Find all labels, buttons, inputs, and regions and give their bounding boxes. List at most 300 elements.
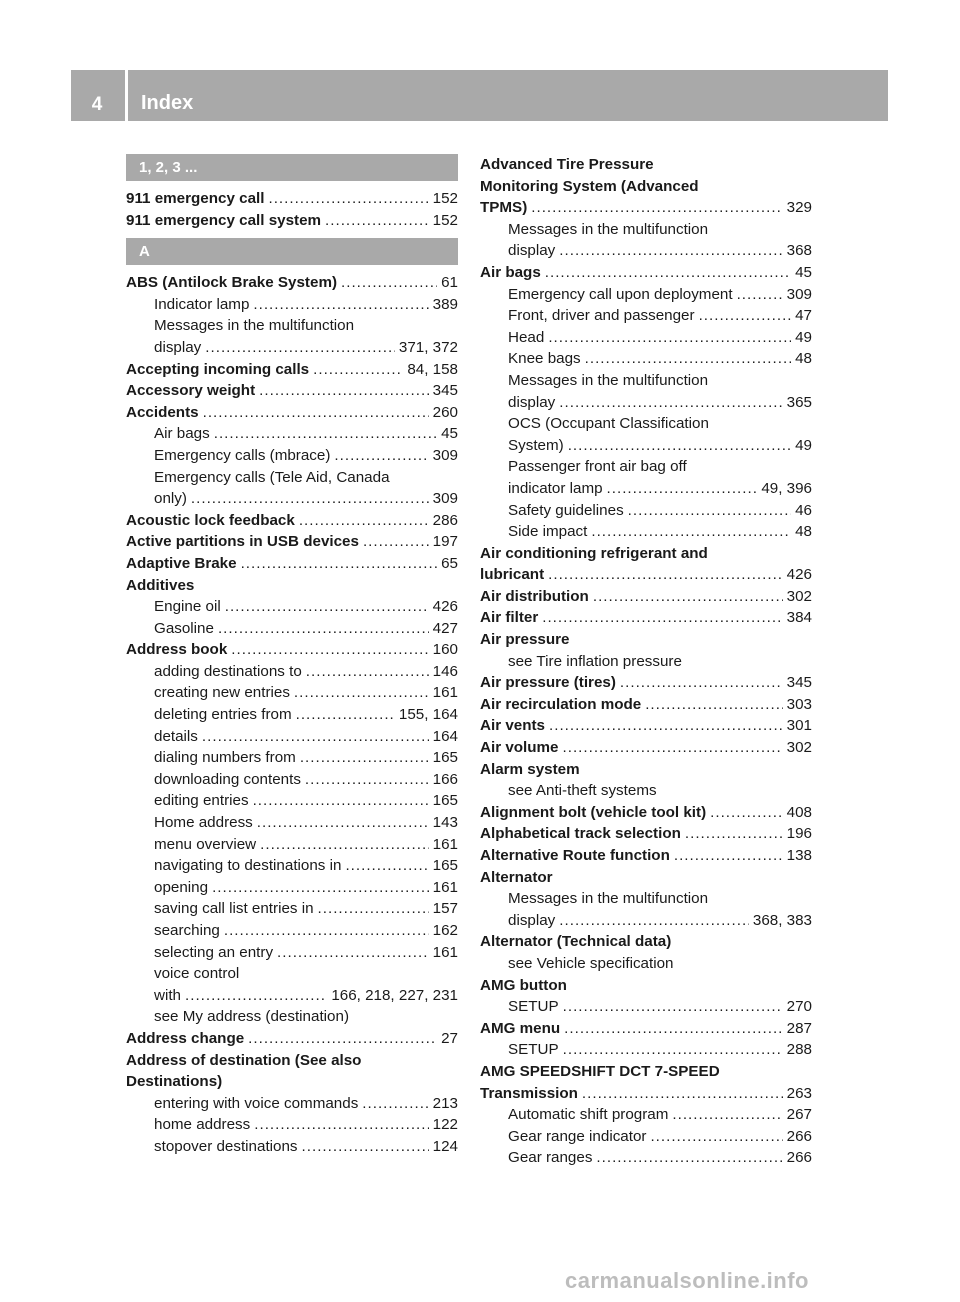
subentry-term: Automatic shift program [508, 1106, 669, 1124]
page-reference[interactable]: 408 [786, 803, 812, 821]
index-line [126, 877, 458, 899]
index-entry [480, 802, 812, 824]
entry-term: Alternator (Technical data) [480, 933, 672, 951]
dot-leader [345, 855, 428, 877]
page-reference[interactable]: 260 [432, 403, 458, 421]
index-line [480, 1039, 812, 1061]
entry-term: Destinations) [126, 1073, 223, 1091]
dot-leader [563, 737, 783, 759]
dot-leader [202, 726, 429, 748]
page-reference[interactable]: 146 [432, 662, 458, 680]
page-reference[interactable]: 267 [786, 1106, 812, 1124]
index-subentry [126, 1093, 458, 1115]
index-line [126, 210, 458, 232]
index-line [126, 942, 458, 964]
page-reference[interactable]: 266 [786, 1149, 812, 1167]
index-entry [126, 1050, 458, 1093]
index-line [480, 1104, 812, 1126]
index-line [126, 920, 458, 942]
index-column-left [126, 154, 458, 1158]
index-line [126, 553, 458, 575]
subentry-term: with [154, 986, 182, 1004]
index-line [480, 327, 812, 349]
index-subentry [480, 456, 812, 499]
subentry-term: System) [508, 436, 564, 454]
index-line [480, 823, 812, 845]
dot-leader [628, 500, 791, 522]
dot-leader [674, 845, 783, 867]
dot-leader [559, 392, 782, 414]
index-line [480, 651, 812, 673]
index-line [126, 531, 458, 553]
subentry-term: display [508, 242, 556, 260]
index-line [480, 1061, 812, 1083]
dot-leader [545, 262, 791, 284]
index-line [126, 467, 458, 489]
page-reference[interactable]: 46 [795, 501, 812, 519]
page-reference[interactable]: 287 [786, 1019, 812, 1037]
index-subentry [480, 651, 812, 673]
dot-leader [591, 521, 791, 543]
dot-leader [650, 1126, 782, 1148]
index-subentry [480, 327, 812, 349]
entry-term: Address book [126, 641, 228, 659]
page-reference[interactable]: 49 [795, 436, 812, 454]
index-subentry [480, 219, 812, 262]
entry-term: lubricant [480, 566, 545, 584]
subentry-term: Safety guidelines [508, 501, 624, 519]
index-subentry [126, 812, 458, 834]
page-reference[interactable]: 45 [795, 263, 812, 281]
dot-leader [568, 435, 791, 457]
dot-leader [212, 877, 429, 899]
entry-term: Alignment bolt (vehicle tool kit) [480, 803, 707, 821]
page-reference[interactable]: 164 [432, 727, 458, 745]
subentry-term: Gear range indicator [508, 1127, 647, 1145]
dot-leader [341, 272, 437, 294]
subentry-term: see Anti-theft systems [508, 782, 657, 800]
entry-term: TPMS) [480, 199, 528, 217]
page-reference[interactable]: 48 [795, 350, 812, 368]
index-entry [126, 272, 458, 294]
page-reference[interactable]: 302 [786, 739, 812, 757]
subentry-term: selecting an entry [154, 943, 274, 961]
page-reference[interactable]: 47 [795, 307, 812, 325]
index-subentry [480, 284, 812, 306]
entry-term: Active partitions in USB devices [126, 533, 359, 551]
page-reference[interactable]: 160 [432, 641, 458, 659]
entry-term: Air volume [480, 739, 559, 757]
index-subentry [126, 596, 458, 618]
subentry-term: Passenger front air bag off [508, 458, 687, 476]
index-line [480, 348, 812, 370]
dot-leader [191, 488, 429, 510]
index-subentry [480, 500, 812, 522]
page-reference[interactable]: 270 [786, 998, 812, 1016]
index-subentry [480, 521, 812, 543]
index-subentry [126, 790, 458, 812]
index-subentry [126, 618, 458, 640]
dot-leader [185, 985, 327, 1007]
dot-leader [241, 553, 438, 575]
index-line [480, 996, 812, 1018]
index-subentry [126, 898, 458, 920]
dot-leader [325, 210, 429, 232]
index-entry [126, 188, 458, 210]
subentry-term: Emergency calls (Tele Aid, Canada [154, 468, 390, 486]
page-reference[interactable]: 166, 218, 227, 231 [331, 986, 458, 1004]
index-line [480, 759, 812, 781]
index-entry [480, 931, 812, 953]
index-line [126, 855, 458, 877]
page-reference[interactable]: 384 [786, 609, 812, 627]
index-entry [480, 629, 812, 651]
index-line [480, 1083, 812, 1105]
page-reference[interactable]: 371, 372 [398, 338, 458, 356]
index-line [480, 672, 812, 694]
index-entry [126, 402, 458, 424]
index-line [126, 272, 458, 294]
dot-leader [203, 402, 429, 424]
index-line [480, 953, 812, 975]
subentry-term: stopover destinations [154, 1137, 298, 1155]
index-line [126, 726, 458, 748]
entry-term: Air bags [480, 263, 541, 281]
dot-leader [559, 910, 749, 932]
index-line [126, 337, 458, 359]
index-line [126, 315, 458, 337]
index-subentry [126, 920, 458, 942]
index-entry [126, 359, 458, 381]
dot-leader [564, 1018, 782, 1040]
index-line [480, 888, 812, 910]
page-reference[interactable]: 48 [795, 523, 812, 541]
index-entry [126, 210, 458, 232]
page-reference[interactable]: 49 [795, 328, 812, 346]
index-subentry [126, 855, 458, 877]
entry-term: Address change [126, 1029, 245, 1047]
index-line [480, 370, 812, 392]
page-reference[interactable]: 365 [786, 393, 812, 411]
index-entry [480, 975, 812, 997]
entry-term: Accepting incoming calls [126, 360, 310, 378]
page-reference[interactable]: 368 [786, 242, 812, 260]
page-reference[interactable]: 426 [786, 566, 812, 584]
index-line [480, 197, 812, 219]
index-entry [480, 586, 812, 608]
index-entry [480, 737, 812, 759]
entry-term: Air filter [480, 609, 539, 627]
index-subentry [126, 294, 458, 316]
index-subentry [126, 769, 458, 791]
index-line [480, 629, 812, 651]
index-line [126, 747, 458, 769]
index-subentry [126, 445, 458, 467]
index-line [480, 478, 812, 500]
page-reference[interactable]: 61 [441, 274, 458, 292]
entry-term: Address of destination (See also [126, 1051, 362, 1069]
subentry-term: Messages in the multifunction [508, 220, 709, 238]
index-line [480, 586, 812, 608]
page-reference[interactable]: 303 [786, 695, 812, 713]
page-reference[interactable]: 155, 164 [398, 706, 458, 724]
index-entry [480, 1018, 812, 1040]
entry-term: Alternative Route function [480, 847, 670, 864]
index-line [126, 510, 458, 532]
page-reference[interactable]: 165 [432, 749, 458, 767]
page-reference[interactable]: 162 [432, 922, 458, 939]
subentry-term: Side impact [508, 523, 588, 541]
page-reference[interactable]: 161 [432, 835, 458, 853]
page-reference[interactable]: 161 [432, 878, 458, 896]
dot-leader [563, 996, 783, 1018]
entry-term: Alternator [480, 868, 553, 886]
index-line [126, 488, 458, 510]
page-reference[interactable]: 301 [786, 717, 812, 735]
subentry-term: Messages in the multifunction [508, 890, 709, 908]
subentry-term: menu overview [154, 835, 257, 853]
subentry-term: entering with voice commands [154, 1094, 359, 1112]
dot-leader [548, 564, 783, 586]
index-subentry [126, 467, 458, 510]
page-reference[interactable]: 309 [432, 490, 458, 508]
dot-leader [253, 294, 428, 316]
subentry-term: Messages in the multifunction [154, 317, 355, 335]
subentry-term: adding destinations to [154, 662, 302, 680]
dot-leader [254, 1114, 428, 1136]
page-reference[interactable]: 161 [432, 943, 458, 961]
page-reference[interactable]: 122 [432, 1116, 458, 1134]
subentry-term: OCS (Occupant Classification [508, 415, 709, 433]
index-entry [126, 1028, 458, 1050]
index-subentry [126, 661, 458, 683]
entry-term: Monitoring System (Advanced [480, 177, 699, 195]
page-reference[interactable]: 157 [432, 900, 458, 918]
index-subentry [126, 682, 458, 704]
index-subentry [480, 1039, 812, 1061]
index-subentry [480, 1104, 812, 1126]
page-reference[interactable]: 45 [441, 425, 458, 443]
entry-term: Air conditioning refrigerant and [480, 544, 708, 562]
dot-leader [362, 1093, 428, 1115]
subentry-term: see Vehicle specification [508, 954, 674, 972]
entry-term: Air distribution [480, 587, 589, 605]
page-reference[interactable]: 196 [786, 825, 812, 843]
dot-leader [593, 586, 783, 608]
page-reference[interactable]: 152 [432, 211, 458, 229]
entry-term: AMG menu [480, 1019, 561, 1037]
index-line [480, 219, 812, 241]
index-subentry [126, 877, 458, 899]
dot-leader [596, 1147, 782, 1169]
index-subentry [126, 963, 458, 1028]
section-gap [126, 231, 458, 238]
dot-leader [225, 596, 429, 618]
page-reference[interactable]: 302 [786, 587, 812, 605]
index-entry [480, 154, 812, 219]
dot-leader [224, 920, 429, 942]
index-line [126, 1028, 458, 1050]
index-subentry [480, 953, 812, 975]
index-line [480, 543, 812, 565]
dot-leader [548, 327, 791, 349]
index-line [480, 284, 812, 306]
dot-leader [300, 747, 429, 769]
entry-term: Air vents [480, 717, 545, 735]
entry-term: Advanced Tire Pressure [480, 156, 654, 173]
dot-leader [585, 348, 791, 370]
page-reference[interactable]: 143 [432, 814, 458, 832]
index-subentry [126, 1136, 458, 1158]
index-line [126, 423, 458, 445]
index-line [126, 618, 458, 640]
dot-leader [257, 812, 429, 834]
subentry-term: display [154, 338, 202, 356]
page-reference[interactable]: 124 [432, 1137, 458, 1155]
subentry-term: downloading contents [154, 770, 301, 788]
index-subentry [480, 370, 812, 413]
subentry-term: Emergency call upon deployment [508, 285, 733, 303]
index-column-right [480, 154, 812, 1169]
subentry-term: only) [154, 490, 187, 508]
dot-leader [214, 423, 437, 445]
page-reference[interactable]: 426 [432, 598, 458, 616]
index-subentry [480, 996, 812, 1018]
dot-leader [268, 188, 428, 210]
subentry-term: searching [154, 922, 220, 939]
index-line [126, 1136, 458, 1158]
index-entry [126, 380, 458, 402]
page-reference[interactable]: 329 [786, 199, 812, 217]
dot-leader [305, 769, 429, 791]
page-reference[interactable]: 288 [786, 1041, 812, 1059]
section-gap [126, 181, 458, 188]
subentry-term: Emergency calls (mbrace) [154, 446, 331, 464]
dot-leader [299, 510, 429, 532]
page-reference[interactable]: 286 [432, 511, 458, 529]
index-line [480, 262, 812, 284]
index-entry [480, 1061, 812, 1104]
entry-term: Adaptive Brake [126, 554, 237, 572]
index-entry [480, 262, 812, 284]
index-line [126, 596, 458, 618]
index-entry [480, 672, 812, 694]
index-entry [480, 694, 812, 716]
index-subentry [126, 942, 458, 964]
index-line [480, 392, 812, 414]
subentry-term: SETUP [508, 998, 559, 1016]
section-heading: 1, 2, 3 ... [126, 154, 458, 181]
index-entry [480, 543, 812, 586]
dot-leader [218, 618, 429, 640]
index-line [126, 704, 458, 726]
page-reference[interactable]: 166 [432, 770, 458, 788]
page-reference[interactable]: 368, 383 [752, 911, 812, 929]
index-line [126, 769, 458, 791]
section-gap [126, 265, 458, 272]
entry-term: ABS (Antilock Brake System) [126, 274, 338, 292]
page-reference[interactable]: 345 [786, 674, 812, 692]
index-subentry [480, 348, 812, 370]
index-line [126, 1093, 458, 1115]
subentry-term: Front, driver and passenger [508, 307, 695, 325]
subentry-term: Air bags [154, 425, 210, 443]
entry-term: Accidents [126, 403, 199, 421]
entry-term: Transmission [480, 1084, 578, 1102]
dot-leader [334, 445, 428, 467]
index-entry [480, 823, 812, 845]
index-line [480, 715, 812, 737]
page-reference[interactable]: 427 [432, 619, 458, 637]
index-line [480, 456, 812, 478]
index-line [480, 845, 812, 867]
page-reference[interactable]: 309 [786, 285, 812, 303]
subentry-term: Gasoline [154, 619, 214, 637]
page-reference[interactable]: 27 [441, 1029, 458, 1047]
index-line [126, 1050, 458, 1072]
page-reference[interactable]: 138 [786, 847, 812, 864]
subentry-term: Gear ranges [508, 1149, 593, 1167]
dot-leader [737, 284, 783, 306]
dot-leader [645, 694, 782, 716]
index-line [480, 694, 812, 716]
page-reference[interactable]: 161 [432, 684, 458, 702]
page-reference[interactable]: 309 [432, 446, 458, 464]
entry-term: Acoustic lock feedback [126, 511, 295, 529]
index-line [126, 639, 458, 661]
index-line [126, 402, 458, 424]
page-reference[interactable]: 165 [432, 792, 458, 810]
index-line [480, 500, 812, 522]
index-subentry [480, 780, 812, 802]
index-subentry [126, 423, 458, 445]
index-entry [126, 531, 458, 553]
page-reference[interactable]: 197 [432, 533, 458, 551]
dot-leader [531, 197, 782, 219]
index-subentry [480, 888, 812, 931]
index-entry [480, 867, 812, 889]
dot-leader [582, 1083, 783, 1105]
subentry-term: Home address [154, 814, 253, 832]
subentry-term: home address [154, 1116, 251, 1134]
page-reference[interactable]: 65 [441, 554, 458, 572]
index-subentry [480, 305, 812, 327]
index-line [126, 1114, 458, 1136]
dot-leader [607, 478, 758, 500]
page-reference[interactable]: 152 [432, 190, 458, 207]
subentry-term: Engine oil [154, 598, 221, 616]
subentry-term: see My address (destination) [154, 1008, 349, 1026]
page-reference[interactable]: 266 [786, 1127, 812, 1145]
dot-leader [563, 1039, 783, 1061]
page-reference[interactable]: 263 [786, 1084, 812, 1102]
dot-leader [306, 661, 429, 683]
index-line [480, 1126, 812, 1148]
index-line [480, 780, 812, 802]
page-reference[interactable]: 389 [432, 295, 458, 313]
page-reference[interactable]: 213 [432, 1094, 458, 1112]
index-line [480, 1147, 812, 1169]
subentry-term: display [508, 393, 556, 411]
page-reference[interactable]: 165 [432, 857, 458, 875]
index-line [126, 963, 458, 985]
index-subentry [126, 834, 458, 856]
index-subentry [480, 413, 812, 456]
page-reference[interactable]: 345 [432, 382, 458, 400]
index-line [480, 413, 812, 435]
page-reference[interactable]: 49, 396 [761, 479, 812, 497]
page-reference[interactable]: 84, 158 [407, 360, 458, 378]
